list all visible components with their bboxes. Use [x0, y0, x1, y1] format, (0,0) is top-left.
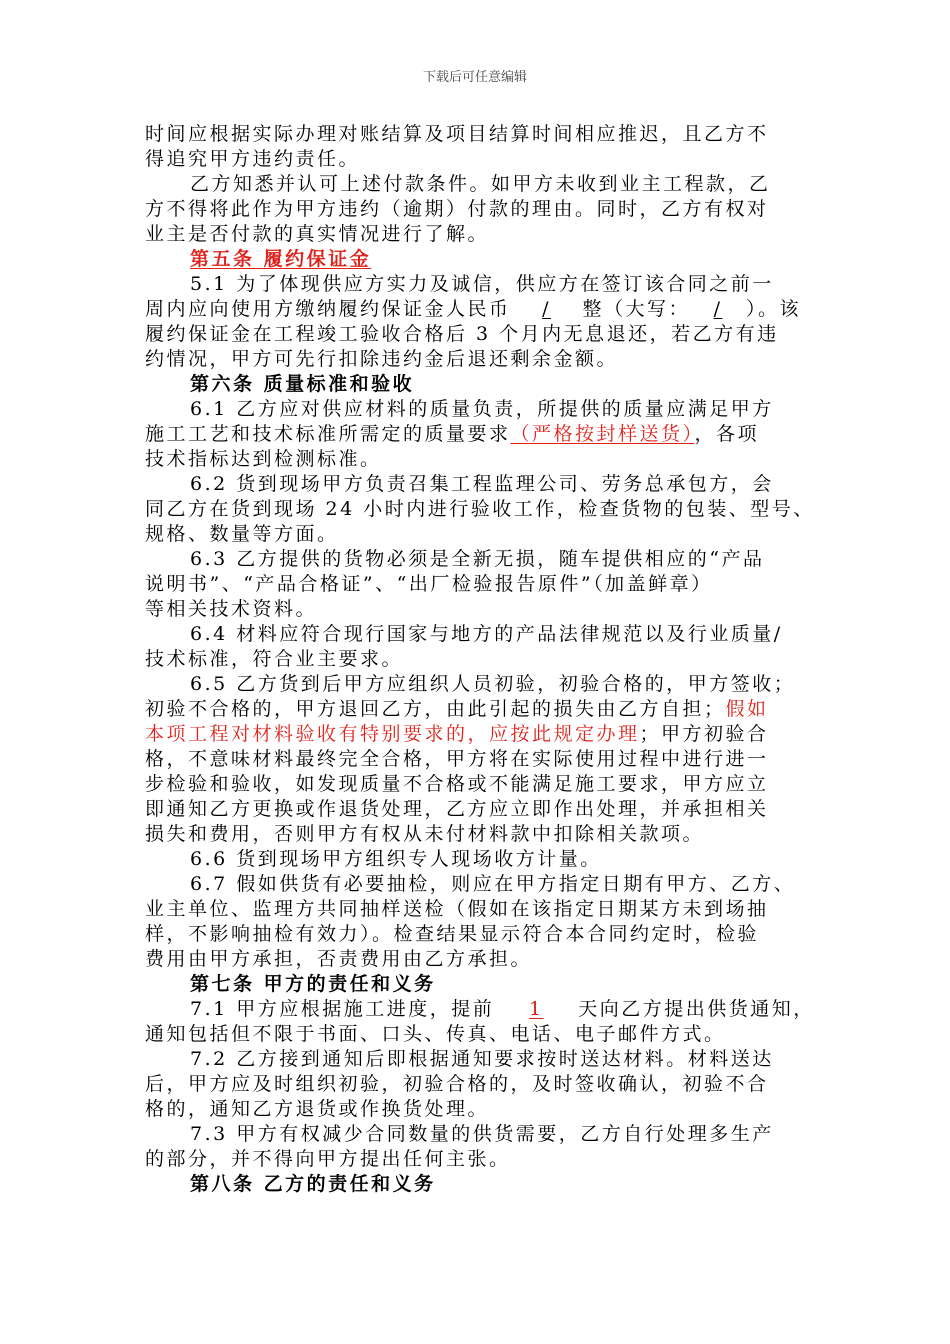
paragraph-line: 样，不影响抽检有效力）。检查结果显示符合本合同约定时，检验: [145, 923, 760, 945]
paragraph-line: 施工工艺和技术标准所需定的质量要求（严格按封样送货），各项: [145, 423, 760, 445]
paragraph-line: 时间应根据实际办理对账结算及项目结算时间相应推迟，且乙方不: [145, 123, 769, 145]
paragraph-line: 7.3 甲方有权减少合同数量的供货需要，乙方自行处理多生产: [190, 1123, 774, 1145]
contract-body: [145, 122, 815, 1197]
paragraph-line: 费用由甲方承担，否责费用由乙方承担。: [145, 948, 533, 970]
paragraph-line: 同乙方在货到现场 24 小时内进行验收工作，检查货物的包装、型号、: [145, 498, 815, 520]
paragraph-line: 业主单位、监理方共同抽样送检（假如在该指定日期某方未到场抽: [145, 898, 769, 920]
paragraph-line: 格，不意味材料最终完全合格，甲方将在实际使用过程中进行进一: [145, 748, 769, 770]
paragraph-line: 规格、数量等方面。: [145, 523, 339, 545]
deposit-amount-blank: /: [542, 298, 551, 320]
paragraph-line: 7.1 甲方应根据施工进度，提前 1 天向乙方提出供货通知，: [190, 998, 815, 1020]
page-header: 下载后可任意编辑: [422, 70, 527, 85]
paragraph-line: 6.7 假如供货有必要抽检，则应在甲方指定日期有甲方、乙方、: [190, 873, 796, 895]
paragraph-line: 初验不合格的，甲方退回乙方，由此引起的损失由乙方自担；假如: [145, 698, 769, 720]
paragraph-line: 业主是否付款的真实情况进行了解。: [145, 223, 490, 245]
paragraph-line: 技术标准，符合业主要求。: [145, 648, 404, 670]
article-6-title: 第六条 质量标准和验收: [190, 373, 415, 395]
paragraph-line: 说明书”、“产品合格证”、“出厂检验报告原件”（加盖鲜章）: [145, 573, 713, 595]
paragraph-line: 6.5 乙方货到后甲方应组织人员初验，初验合格的，甲方签收；: [190, 673, 796, 695]
paragraph-line: 乙方知悉并认可上述付款条件。如甲方未收到业主工程款，乙: [190, 173, 771, 195]
paragraph-line: 技术指标达到检测标准。: [145, 448, 382, 470]
paragraph-line: 周内应向使用方缴纳履约保证金人民币 / 整（大写： / ）。该: [145, 298, 802, 320]
paragraph-line: 后，甲方应及时组织初验，初验合格的，及时签收确认，初验不合: [145, 1073, 769, 1095]
paragraph-line: 约情况，甲方可先行扣除违约金后退还剩余金额。: [145, 348, 619, 370]
paragraph-line: 5.1 为了体现供应方实力及诚信，供应方在签订该合同之前一: [190, 273, 774, 295]
paragraph-line: 6.2 货到现场甲方负责召集工程监理公司、劳务总承包方，会: [190, 473, 774, 495]
paragraph-line: 格的，通知乙方退货或作换货处理。: [145, 1098, 490, 1120]
special-requirement-note: 本项工程对材料验收有特别要求的，应按此规定办理: [145, 723, 640, 745]
special-requirement-note: 假如: [725, 698, 769, 720]
paragraph-line: 6.4 材料应符合现行国家与地方的产品法律规范以及行业质量/: [190, 623, 783, 645]
deposit-amount-caps-blank: /: [713, 298, 723, 320]
paragraph-line: 通知包括但不限于书面、口头、传真、电话、电子邮件方式。: [145, 1023, 726, 1045]
paragraph-line: 得追究甲方违约责任。: [145, 148, 361, 170]
article-8-title: 第八条 乙方的责任和义务: [190, 1173, 436, 1195]
article-5-title: 第五条 履约保证金: [190, 248, 372, 270]
article-7-title: 第七条 甲方的责任和义务: [190, 973, 436, 995]
paragraph-line: 即通知乙方更换或作退货处理，乙方应立即作出处理，并承担相关: [145, 798, 769, 820]
paragraph-line: 6.3 乙方提供的货物必须是全新无损，随车提供相应的“产品: [190, 548, 765, 570]
notice-days-blank: 1: [528, 998, 544, 1020]
paragraph-line: 6.1 乙方应对供应材料的质量负责，所提供的质量应满足甲方: [190, 398, 774, 420]
paragraph-line: 损失和费用，否则甲方有权从未付材料款中扣除相关款项。: [145, 823, 705, 845]
paragraph-line: 方不得将此作为甲方违约（逾期）付款的理由。同时，乙方有权对: [145, 198, 769, 220]
paragraph-line: 本项工程对材料验收有特别要求的，应按此规定办理；甲方初验合: [145, 723, 769, 745]
paragraph-line: 的部分，并不得向甲方提出任何主张。: [145, 1148, 511, 1170]
paragraph-line: 履约保证金在工程竣工验收合格后 3 个月内无息退还，若乙方有违: [145, 323, 779, 345]
paragraph-line: 7.2 乙方接到通知后即根据通知要求按时送达材料。材料送达: [190, 1048, 774, 1070]
sample-delivery-note: （严格按封样送货）: [510, 423, 695, 445]
paragraph-line: 6.6 货到现场甲方组织专人现场收方计量。: [190, 848, 602, 870]
paragraph-line: 等相关技术资料。: [145, 598, 318, 620]
paragraph-line: 步检验和验收，如发现质量不合格或不能满足施工要求，甲方应立: [145, 773, 769, 795]
